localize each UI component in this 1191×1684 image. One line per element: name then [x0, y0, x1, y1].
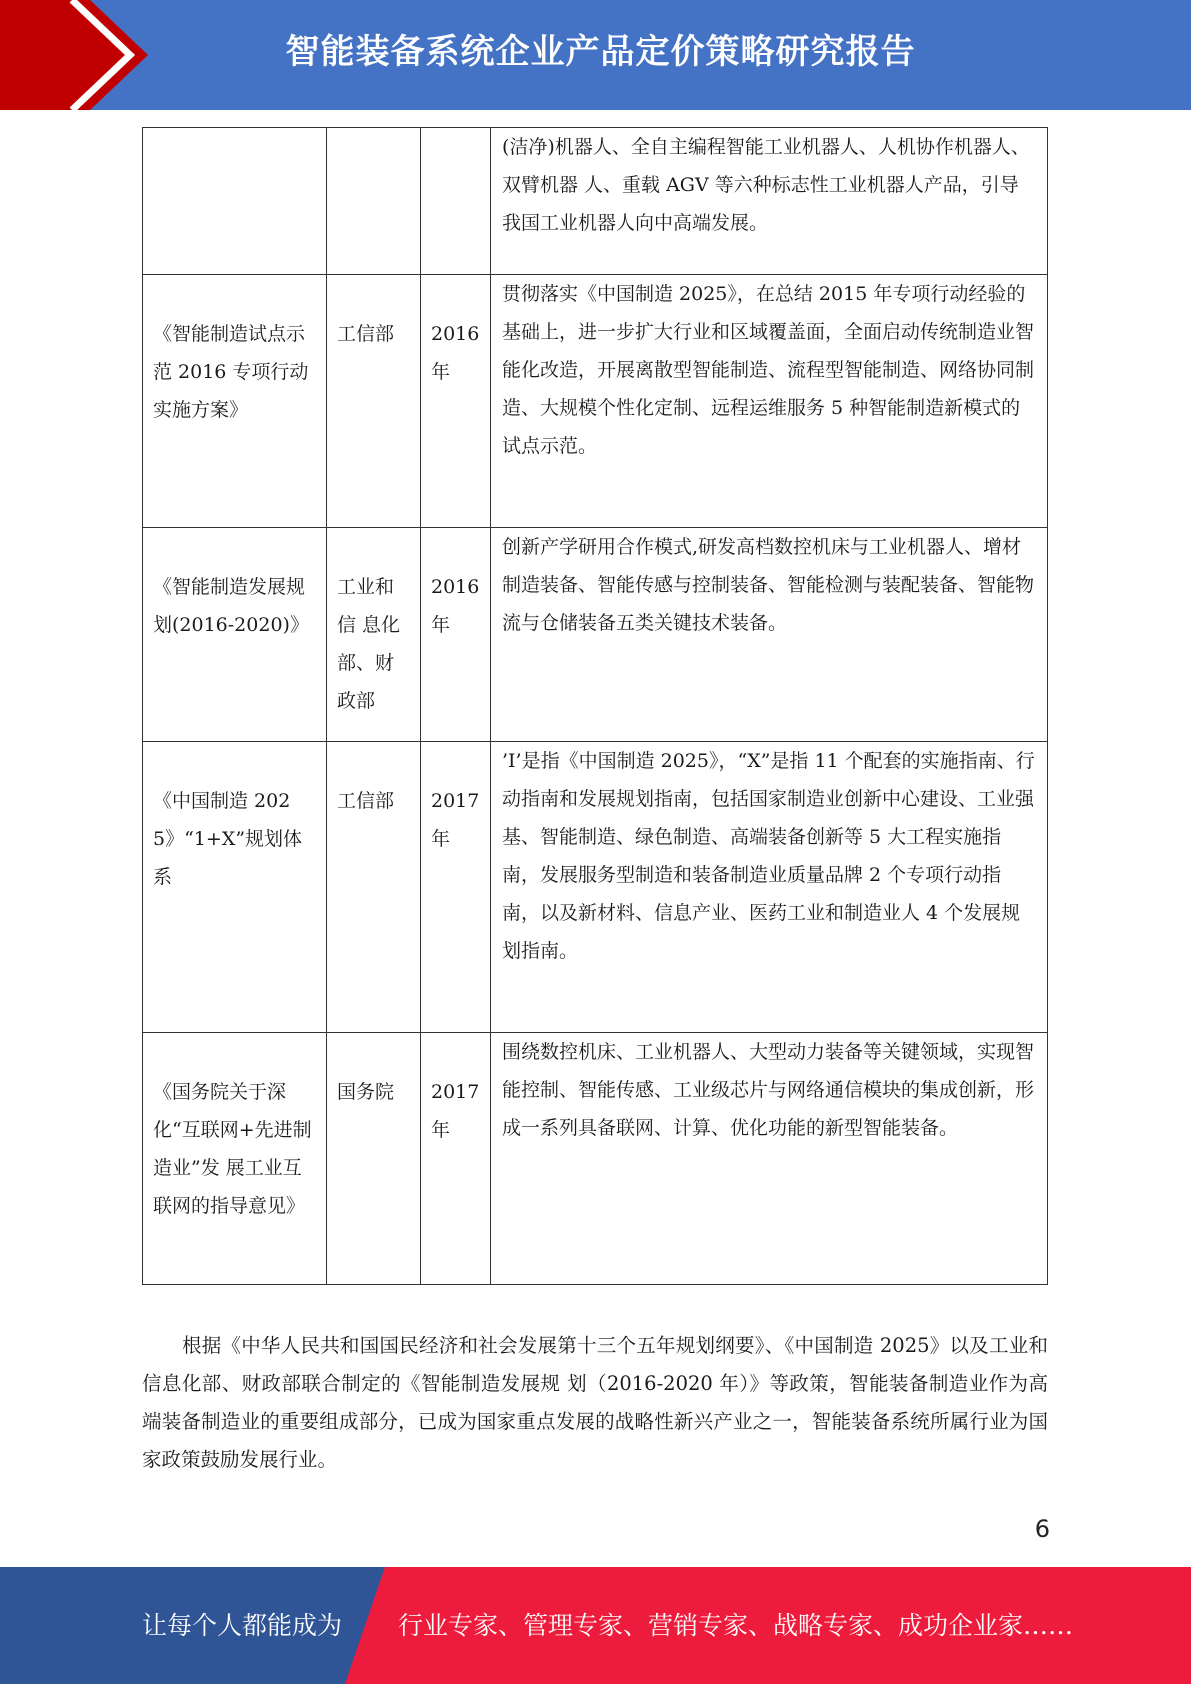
- report-title: 智能装备系统企业产品定价策略研究报告: [285, 32, 916, 72]
- policy-dept-cell: 工信部: [327, 742, 421, 1033]
- policy-table: [142, 127, 1048, 1285]
- policy-desc-cell: 贯彻落实《中国制造 2025》，在总结 2015 年专项行动经验的基础上，进一步扩大行业和区域覆盖面，全面启动传统制造业智能化改造，开展离散型智能制造、流程型智能制造、网络协同制造、大规模个性化定制、远程运维服务 5 种智能制造新模式的试点示范。: [491, 275, 1048, 528]
- policy-name-cell: 《智能制造发展规划(2016-2020)》: [143, 528, 327, 742]
- policy-desc-cell: (洁净)机器人、全自主编程智能工业机器人、人机协作机器人、双臂机器 人、重载 AGV 等六种标志性工业机器人产品，引导我国工业机器人向中高端发展。: [491, 128, 1048, 275]
- table-row: [143, 742, 1048, 1033]
- footer-slogan-right: 行业专家、管理专家、营销专家、战略专家、成功企业家……: [398, 1611, 1074, 1640]
- page-header: [0, 0, 1191, 110]
- table-row: [143, 275, 1048, 528]
- policy-year-cell: 2016 年: [421, 275, 491, 528]
- body-paragraph: 根据《中华人民共和国国民经济和社会发展第十三个五年规划纲要》、《中国制造 2025》以及工业和信息化部、财政部联合制定的《智能制造发展规 划（2016-2020 年）》等政策，智能装备制造业作为高端装备制造业的重要组成部分，已成为国家重点发展的战略性新兴产业之一，智能装备系统所属行业为国家政策鼓励发展行业。: [142, 1334, 1048, 1471]
- table-row: [143, 128, 1048, 275]
- policy-name-cell: [143, 128, 327, 275]
- policy-year-cell: [421, 128, 491, 275]
- policy-name-cell: 《智能制造试点示范 2016 专项行动实施方案》: [143, 275, 327, 528]
- table-row: [143, 528, 1048, 742]
- policy-year-cell: 2017 年: [421, 742, 491, 1033]
- page-number: 6: [1034, 1515, 1050, 1543]
- policy-dept-cell: 工信部: [327, 275, 421, 528]
- policy-desc-cell: 创新产学研用合作模式,研发高档数控机床与工业机器人、增材制造装备、智能传感与控制装备、智能检测与装配装备、智能物流与仓储装备五类关键技术装备。: [491, 528, 1048, 742]
- policy-dept-cell: 国务院: [327, 1033, 421, 1285]
- page-footer: [0, 1567, 1191, 1684]
- policy-desc-cell: 围绕数控机床、工业机器人、大型动力装备等关键领域，实现智能控制、智能传感、工业级芯片与网络通信模块的集成创新，形成一系列具备联网、计算、优化功能的新型智能装备。: [491, 1033, 1048, 1285]
- policy-dept-cell: 工业和信 息化部、财政部: [327, 528, 421, 742]
- policy-desc-cell: ’I’是指《中国制造 2025》，“X”是指 11 个配套的实施指南、行动指南和发展规划指南，包括国家制造业创新中心建设、工业强基、智能制造、绿色制造、高端装备创新等 5 大工程实施指南，发展服务型制造和装备制造业质量品牌 2 个专项行动指南，以及新材料、信息产业、医药工业和制造业人 4 个发展规划指南。: [491, 742, 1048, 1033]
- policy-name-cell: 《中国制造 2025》“1+X”规划体系: [143, 742, 327, 1033]
- policy-dept-cell: [327, 128, 421, 275]
- table-row: [143, 1033, 1048, 1285]
- policy-year-cell: 2016 年: [421, 528, 491, 742]
- policy-name-cell: 《国务院关于深化“互联网+先进制造业”发 展工业互联网的指导意见》: [143, 1033, 327, 1285]
- policy-year-cell: 2017 年: [421, 1033, 491, 1285]
- footer-slogan-left: 让每个人都能成为: [142, 1611, 343, 1640]
